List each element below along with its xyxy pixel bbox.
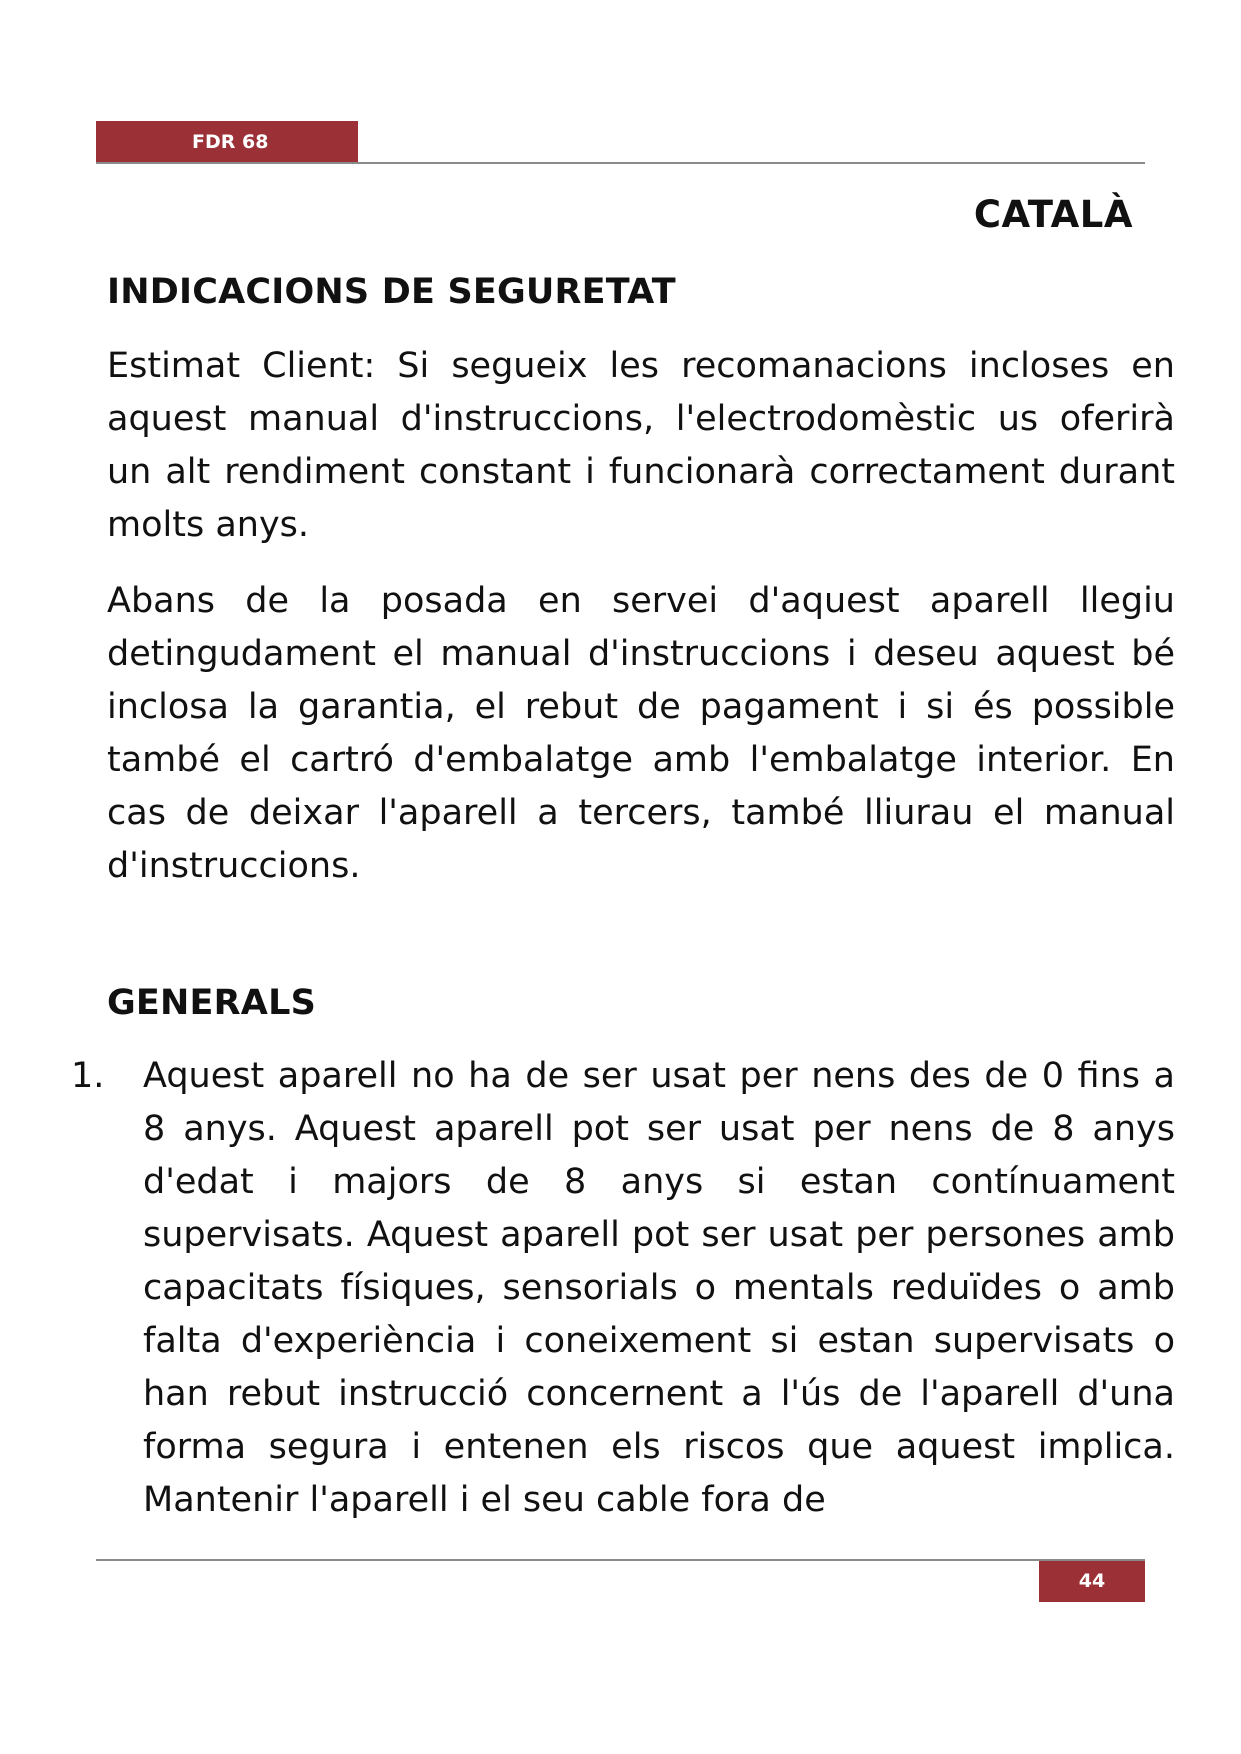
before-use-paragraph: Abans de la posada en servei d'aquest aparell llegiu detingudament el manual d'instruccions i deseu aquest bé inclosa la garantia, el rebut de pagament i si és possible també el cartró d'embalatge amb l'embalatge interior. En cas de deixar l'aparell a tercers, també lliurau el manual d'instruccions. bbox=[107, 581, 1175, 886]
header-divider bbox=[96, 162, 1145, 164]
model-tag bbox=[96, 121, 358, 163]
intro-paragraph: Estimat Client: Si segueix les recomanacions incloses en aquest manual d'instruccions, l'electrodomèstic us oferirà un alt rendiment constant i funcionarà correctament durant molts anys. bbox=[107, 346, 1175, 545]
model-label: FDR 68 bbox=[192, 131, 269, 153]
safety-heading: INDICACIONS DE SEGURETAT bbox=[107, 272, 676, 312]
language-label: CATALÀ bbox=[973, 193, 1133, 236]
footer-divider bbox=[96, 1559, 1145, 1561]
list-item-number: 1. bbox=[71, 1056, 105, 1096]
list-item bbox=[71, 1050, 1175, 1527]
general-heading: GENERALS bbox=[107, 983, 316, 1023]
list-item-text: Aquest aparell no ha de ser usat per nens des de 0 fins a 8 anys. Aquest aparell pot ser usat per nens de 8 anys d'edat i majors de 8 anys si estan contínuament supervisats. Aquest aparell pot ser usat per persones amb capacitats físiques, sensorials o mentals reduïdes o amb falta d'experiència i coneixement si estan supervisats o han rebut instrucció concernent a l'ús de l'aparell d'una forma segura i entenen els riscos que aquest implica. Mantenir l'aparell i el seu cable fora de bbox=[143, 1056, 1175, 1520]
list-item-body bbox=[71, 1050, 1175, 1527]
page-number: 44 bbox=[1039, 1561, 1145, 1602]
